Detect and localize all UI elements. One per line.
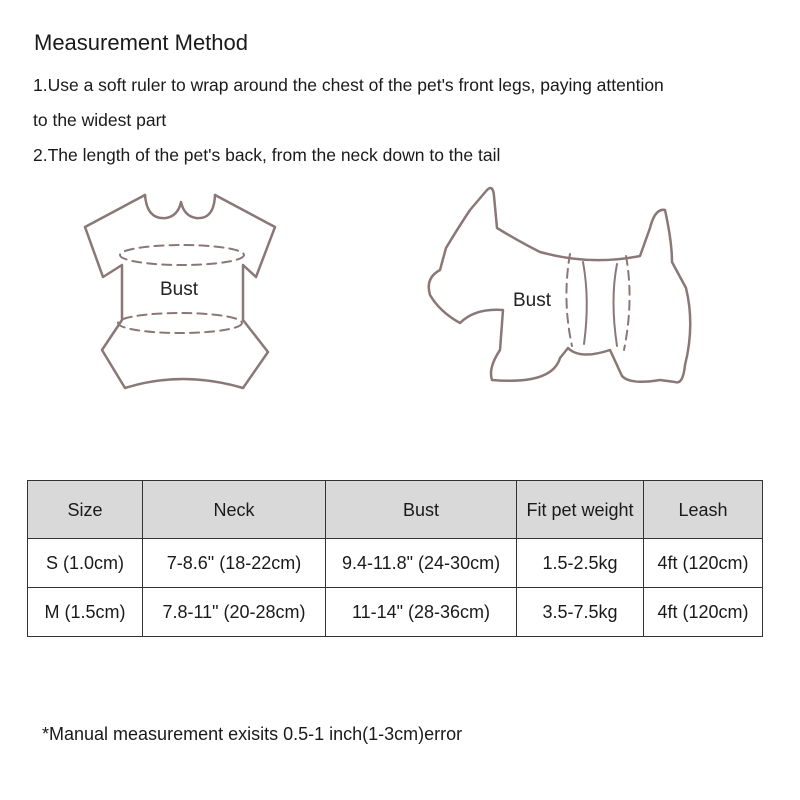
instruction-line-3: 2.The length of the pet's back, from the neck down to the tail	[33, 145, 501, 165]
cell-bust: 11-14" (28-36cm)	[326, 588, 517, 637]
cell-weight: 3.5-7.5kg	[517, 588, 644, 637]
measurement-illustrations	[0, 180, 800, 400]
cell-neck: 7.8-11" (20-28cm)	[143, 588, 326, 637]
table-row	[28, 588, 763, 637]
dog-illustration	[429, 188, 691, 382]
size-chart-table	[27, 480, 763, 637]
cell-leash: 4ft (120cm)	[644, 539, 763, 588]
header-fit-pet-weight: Fit pet weight	[517, 481, 644, 539]
shirt-bust-label: Bust	[160, 279, 199, 300]
page-title: Measurement Method	[34, 30, 248, 55]
cell-size: S (1.0cm)	[28, 539, 143, 588]
header-bust: Bust	[326, 481, 517, 539]
measurement-error-note: *Manual measurement exisits 0.5-1 inch(1-3cm)error	[42, 724, 463, 744]
table-header-row	[28, 481, 763, 539]
instruction-line-1: 1.Use a soft ruler to wrap around the chest of the pet's front legs, paying attention	[33, 75, 664, 95]
header-neck: Neck	[143, 481, 326, 539]
header-size: Size	[28, 481, 143, 539]
table-row	[28, 539, 763, 588]
cell-weight: 1.5-2.5kg	[517, 539, 644, 588]
instruction-line-2: to the widest part	[33, 110, 167, 130]
cell-neck: 7-8.6" (18-22cm)	[143, 539, 326, 588]
cell-bust: 9.4-11.8" (24-30cm)	[326, 539, 517, 588]
cell-leash: 4ft (120cm)	[644, 588, 763, 637]
dog-bust-label: Bust	[513, 290, 552, 311]
header-leash: Leash	[644, 481, 763, 539]
cell-size: M (1.5cm)	[28, 588, 143, 637]
